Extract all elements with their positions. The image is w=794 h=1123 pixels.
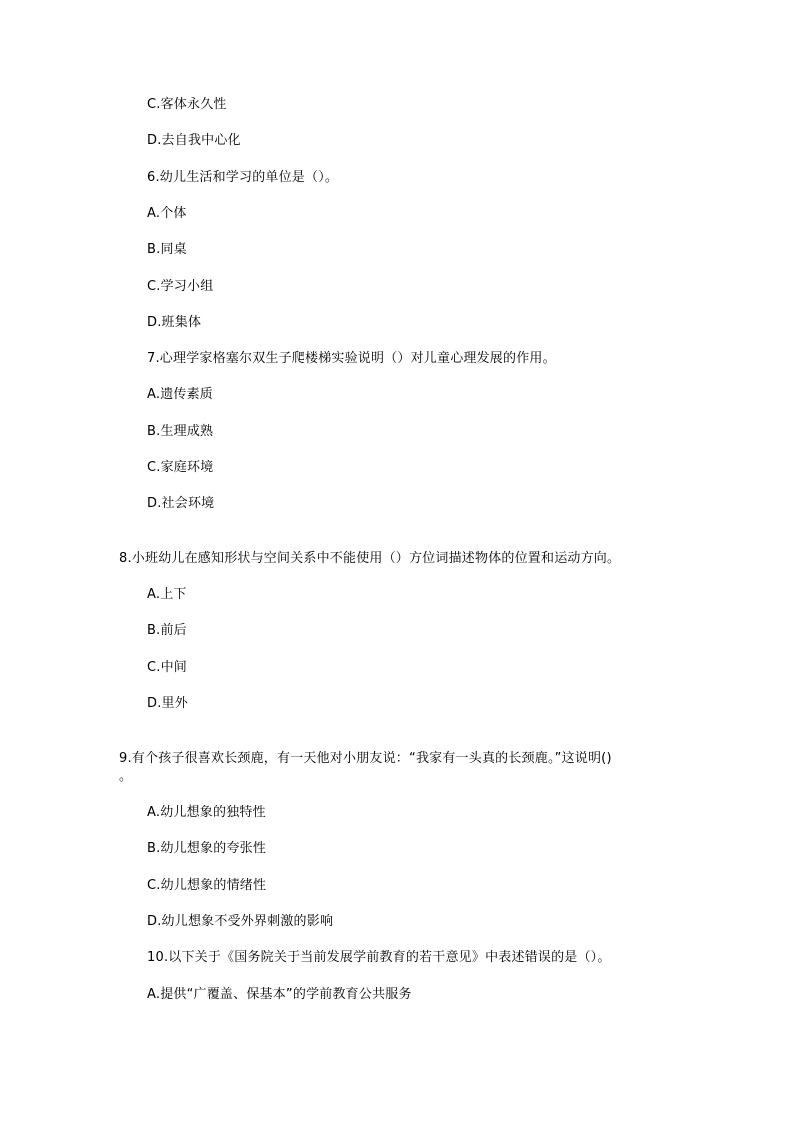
question-8: 8.小班幼儿在感知形状与空间关系中不能使用（）方位词描述物体的位置和运动方向。 (119, 551, 621, 566)
option-a-q7: A.遗传素质 (147, 387, 213, 402)
question-10: 10.以下关于《国务院关于当前发展学前教育的若干意见》中表述错误的是（）。 (147, 950, 611, 965)
question-9: 9.有个孩子很喜欢长颈鹿，有一天他对小朋友说：“我家有一头真的长颈鹿。”这说明() (119, 751, 612, 766)
option-d-q8: D.里外 (147, 696, 188, 711)
option-a-q10: A.提供“广覆盖、保基本”的学前教育公共服务 (147, 987, 412, 1002)
option-d-q7: D.社会环境 (147, 496, 215, 511)
option-b-q6: B.同桌 (147, 242, 187, 257)
option-d-q5: D.去自我中心化 (147, 133, 241, 148)
option-d-q6: D.班集体 (147, 315, 202, 330)
option-c-q6: C.学习小组 (147, 279, 214, 294)
option-a-q9: A.幼儿想象的独特性 (147, 805, 266, 820)
question-7: 7.心理学家格塞尔双生子爬楼梯实验说明（）对儿童心理发展的作用。 (147, 351, 556, 366)
option-b-q7: B.生理成熟 (147, 424, 214, 439)
option-c-q5: C.客体永久性 (147, 97, 227, 112)
question-9-continuation: 。 (119, 769, 133, 784)
option-b-q9: B.幼儿想象的夸张性 (147, 841, 267, 856)
option-c-q7: C.家庭环境 (147, 460, 214, 475)
question-6: 6.幼儿生活和学习的单位是（）。 (147, 170, 339, 185)
option-a-q8: A.上下 (147, 587, 187, 602)
option-b-q8: B.前后 (147, 623, 187, 638)
option-d-q9: D.幼儿想象不受外界刺激的影响 (147, 914, 334, 929)
option-c-q9: C.幼儿想象的情绪性 (147, 878, 267, 893)
option-c-q8: C.中间 (147, 660, 188, 675)
option-a-q6: A.个体 (147, 206, 187, 221)
